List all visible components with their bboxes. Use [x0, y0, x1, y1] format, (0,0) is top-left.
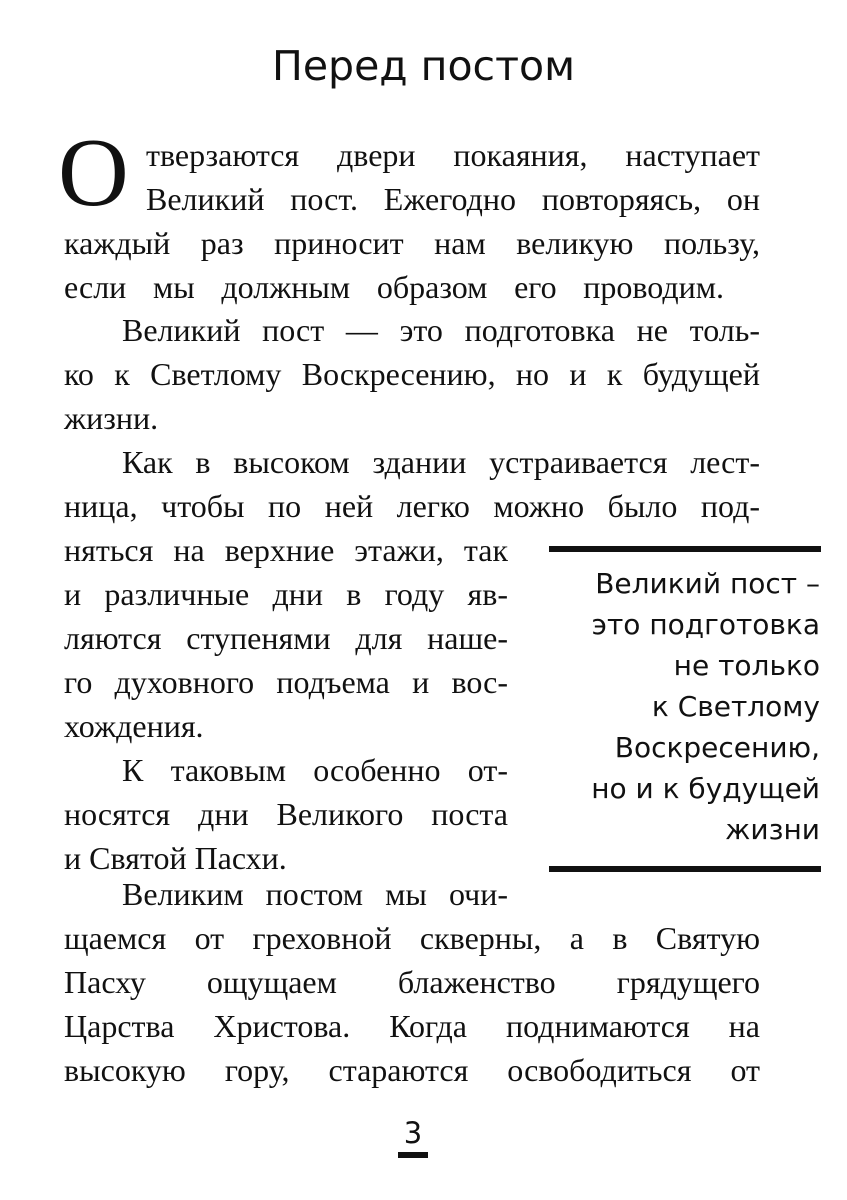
text-line: хождения. [64, 708, 204, 744]
text-line: Царства Христова. Когда поднимаются на [64, 1008, 760, 1044]
text-line: каждый раз приносит нам великую пользу, [64, 225, 760, 261]
text-line: няться на верхние этажи, так [64, 532, 508, 568]
page-title: Перед постом [271, 42, 575, 90]
pull-quote-line: к Светлому [651, 690, 820, 723]
text-line: Великий пост. Ежегодно повторяясь, он [146, 181, 760, 217]
pull-quote-line: но и к будущей [591, 772, 820, 805]
drop-cap: О [58, 119, 129, 227]
pull-quote-line: Воскресению, [614, 731, 820, 764]
pull-quote-top-rule [549, 546, 821, 552]
text-line: Как в высоком здании устраивается лест- [122, 444, 760, 480]
text-line: носятся дни Великого поста [64, 796, 508, 832]
text-line: ко к Светлому Воскресению, но и к будущей [64, 356, 760, 392]
text-line: Великий пост — это подготовка не толь- [122, 312, 760, 348]
text-line: щаемся от греховной скверны, а в Святую [64, 920, 760, 956]
text-line: ляются ступенями для наше- [64, 620, 508, 656]
text-line: Великим постом мы очи- [122, 876, 508, 912]
page-number: 3 [403, 1116, 423, 1150]
text-line: и Святой Пасхи. [64, 840, 287, 876]
pull-quote-bottom-rule [549, 866, 821, 872]
text-line: и различные дни в году яв- [64, 576, 508, 612]
text-line: Пасху ощущаем блаженство грядущего [64, 964, 760, 1000]
text-line: го духовного подъема и вос- [64, 664, 508, 700]
pull-quote-line: жизни [725, 813, 820, 846]
text-line: если мы должным образом его проводим. [64, 269, 724, 305]
text-line: высокую гору, стараются освободиться от [64, 1052, 760, 1088]
text-line: жизни. [64, 400, 159, 436]
pull-quote-line: Великий пост – [595, 567, 820, 600]
pull-quote-line: это подготовка [591, 608, 820, 641]
page-number-underline [398, 1152, 428, 1158]
text-line: ница, чтобы по ней легко можно было под- [64, 488, 760, 524]
text-line: К таковым особенно от- [122, 752, 508, 788]
pull-quote-line: не только [673, 649, 820, 682]
text-line: тверзаются двери покаяния, наступает [146, 137, 760, 173]
